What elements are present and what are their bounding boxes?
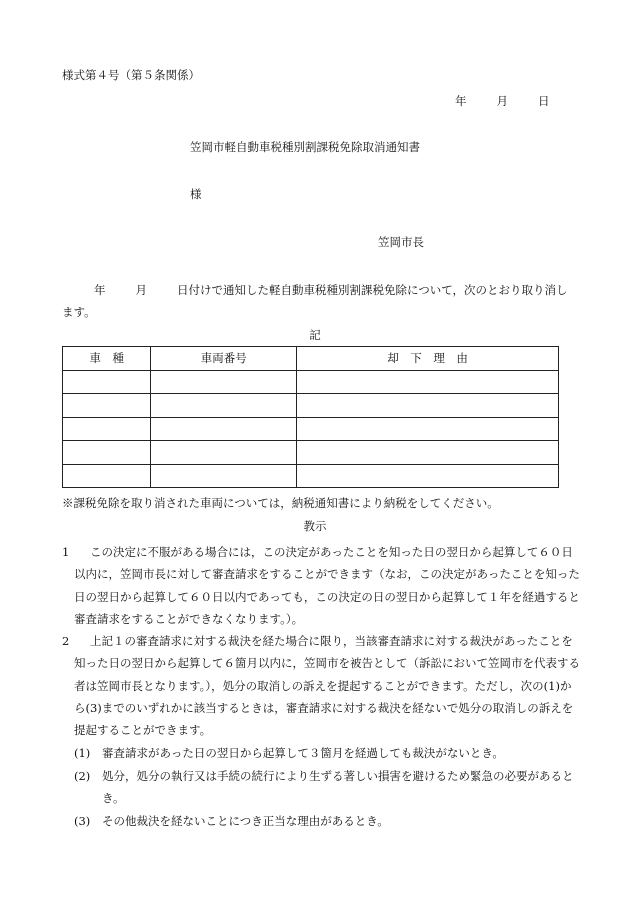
- item-text: この決定に不服がある場合には，この決定があったことを知った日の翌日から起算して６０日以内に，笠岡市長に対して審査請求をすることができます（なお，この決定があったことを知った日の翌日から起算して６０日以内であっても，この決定の日の翌日から起算して１年を経過すると審査請求をすることができなくなります。）。: [74, 545, 580, 626]
- table-cell: [151, 441, 297, 465]
- table-cell: [63, 464, 151, 488]
- table-cell: [63, 441, 151, 465]
- table-cell: [151, 394, 297, 418]
- table-row: [63, 370, 559, 394]
- document-title: 笠岡市軽自動車税種別割課税免除取消通知書: [190, 140, 420, 154]
- table-cell: [151, 417, 297, 441]
- intro-month: 月: [135, 283, 147, 297]
- kyoji-sub-item-1: [74, 742, 574, 764]
- table-cell: [63, 417, 151, 441]
- kyoji-title: 教示: [303, 519, 327, 533]
- header-vehicle-number: 車両番号: [151, 347, 297, 371]
- sub-item-text: 審査請求があった日の翌日から起算して３箇月を経過しても裁決がないとき。: [102, 746, 504, 760]
- intro-text: 日付けで通知した軽自動車税種別割課税免除について，次のとおり取り消します。: [62, 283, 568, 319]
- kyoji-item-1: [62, 541, 582, 630]
- sub-item-text: 処分，処分の執行又は手続の続行により生ずる著しい損害を避けるため緊急の必要があるとき。: [102, 769, 574, 806]
- intro-paragraph: [62, 279, 577, 323]
- item-number: 2: [62, 634, 70, 648]
- table-row: [63, 394, 559, 418]
- table-cell: [151, 370, 297, 394]
- sub-item-number: (3): [74, 814, 91, 828]
- ki-heading: 記: [309, 328, 321, 342]
- table-cell: [63, 370, 151, 394]
- table-cell: [297, 370, 559, 394]
- table-cell: [297, 464, 559, 488]
- table-body: [63, 370, 559, 488]
- table-cell: [297, 394, 559, 418]
- kyoji-sub-item-2: [74, 765, 574, 810]
- header-vehicle-type: 車 種: [63, 347, 151, 371]
- addressee: 様: [190, 187, 202, 201]
- sub-item-number: (1): [74, 746, 91, 760]
- kyoji-item-2: [62, 630, 582, 741]
- table-row: [63, 441, 559, 465]
- sub-item-text: その他裁決を経ないことにつき正当な理由があるとき。: [102, 814, 389, 828]
- table-row: [63, 464, 559, 488]
- table-cell: [297, 441, 559, 465]
- table-row: [63, 417, 559, 441]
- table-header-row: [63, 347, 559, 371]
- intro-year: 年: [94, 283, 106, 297]
- issuer: 笠岡市長: [378, 235, 424, 249]
- date-line: [455, 93, 550, 109]
- item-number: 1: [62, 545, 70, 559]
- date-day: 日: [538, 94, 550, 108]
- table-cell: [297, 417, 559, 441]
- date-month: 月: [496, 94, 508, 108]
- date-year: 年: [455, 94, 467, 108]
- table-cell: [63, 394, 151, 418]
- kyoji-sub-item-3: [74, 810, 574, 832]
- table-cell: [151, 464, 297, 488]
- form-number: 様式第４号（第５条関係）: [62, 68, 200, 82]
- sub-item-number: (2): [74, 769, 91, 783]
- header-rejection-reason: 却 下 理 由: [297, 347, 559, 371]
- notice: ※課税免除を取り消された車両については，納税通知書により納税をしてください。: [62, 496, 499, 510]
- record-table: [62, 346, 559, 488]
- item-text: 上記１の審査請求に対する裁決を経た場合に限り，当該審査請求に対する裁決があったことを知った日の翌日から起算して６箇月以内に，笠岡市を被告として（訴訟において笠岡市を代表する者は笠岡市長となります。），処分の取消しの訴えを提起することができます。ただし，次の(1)から(3)までのいずれかに該当するときは，審査請求に対する裁決を経ないで処分の取消しの訴えを提起することができます。: [74, 634, 580, 738]
